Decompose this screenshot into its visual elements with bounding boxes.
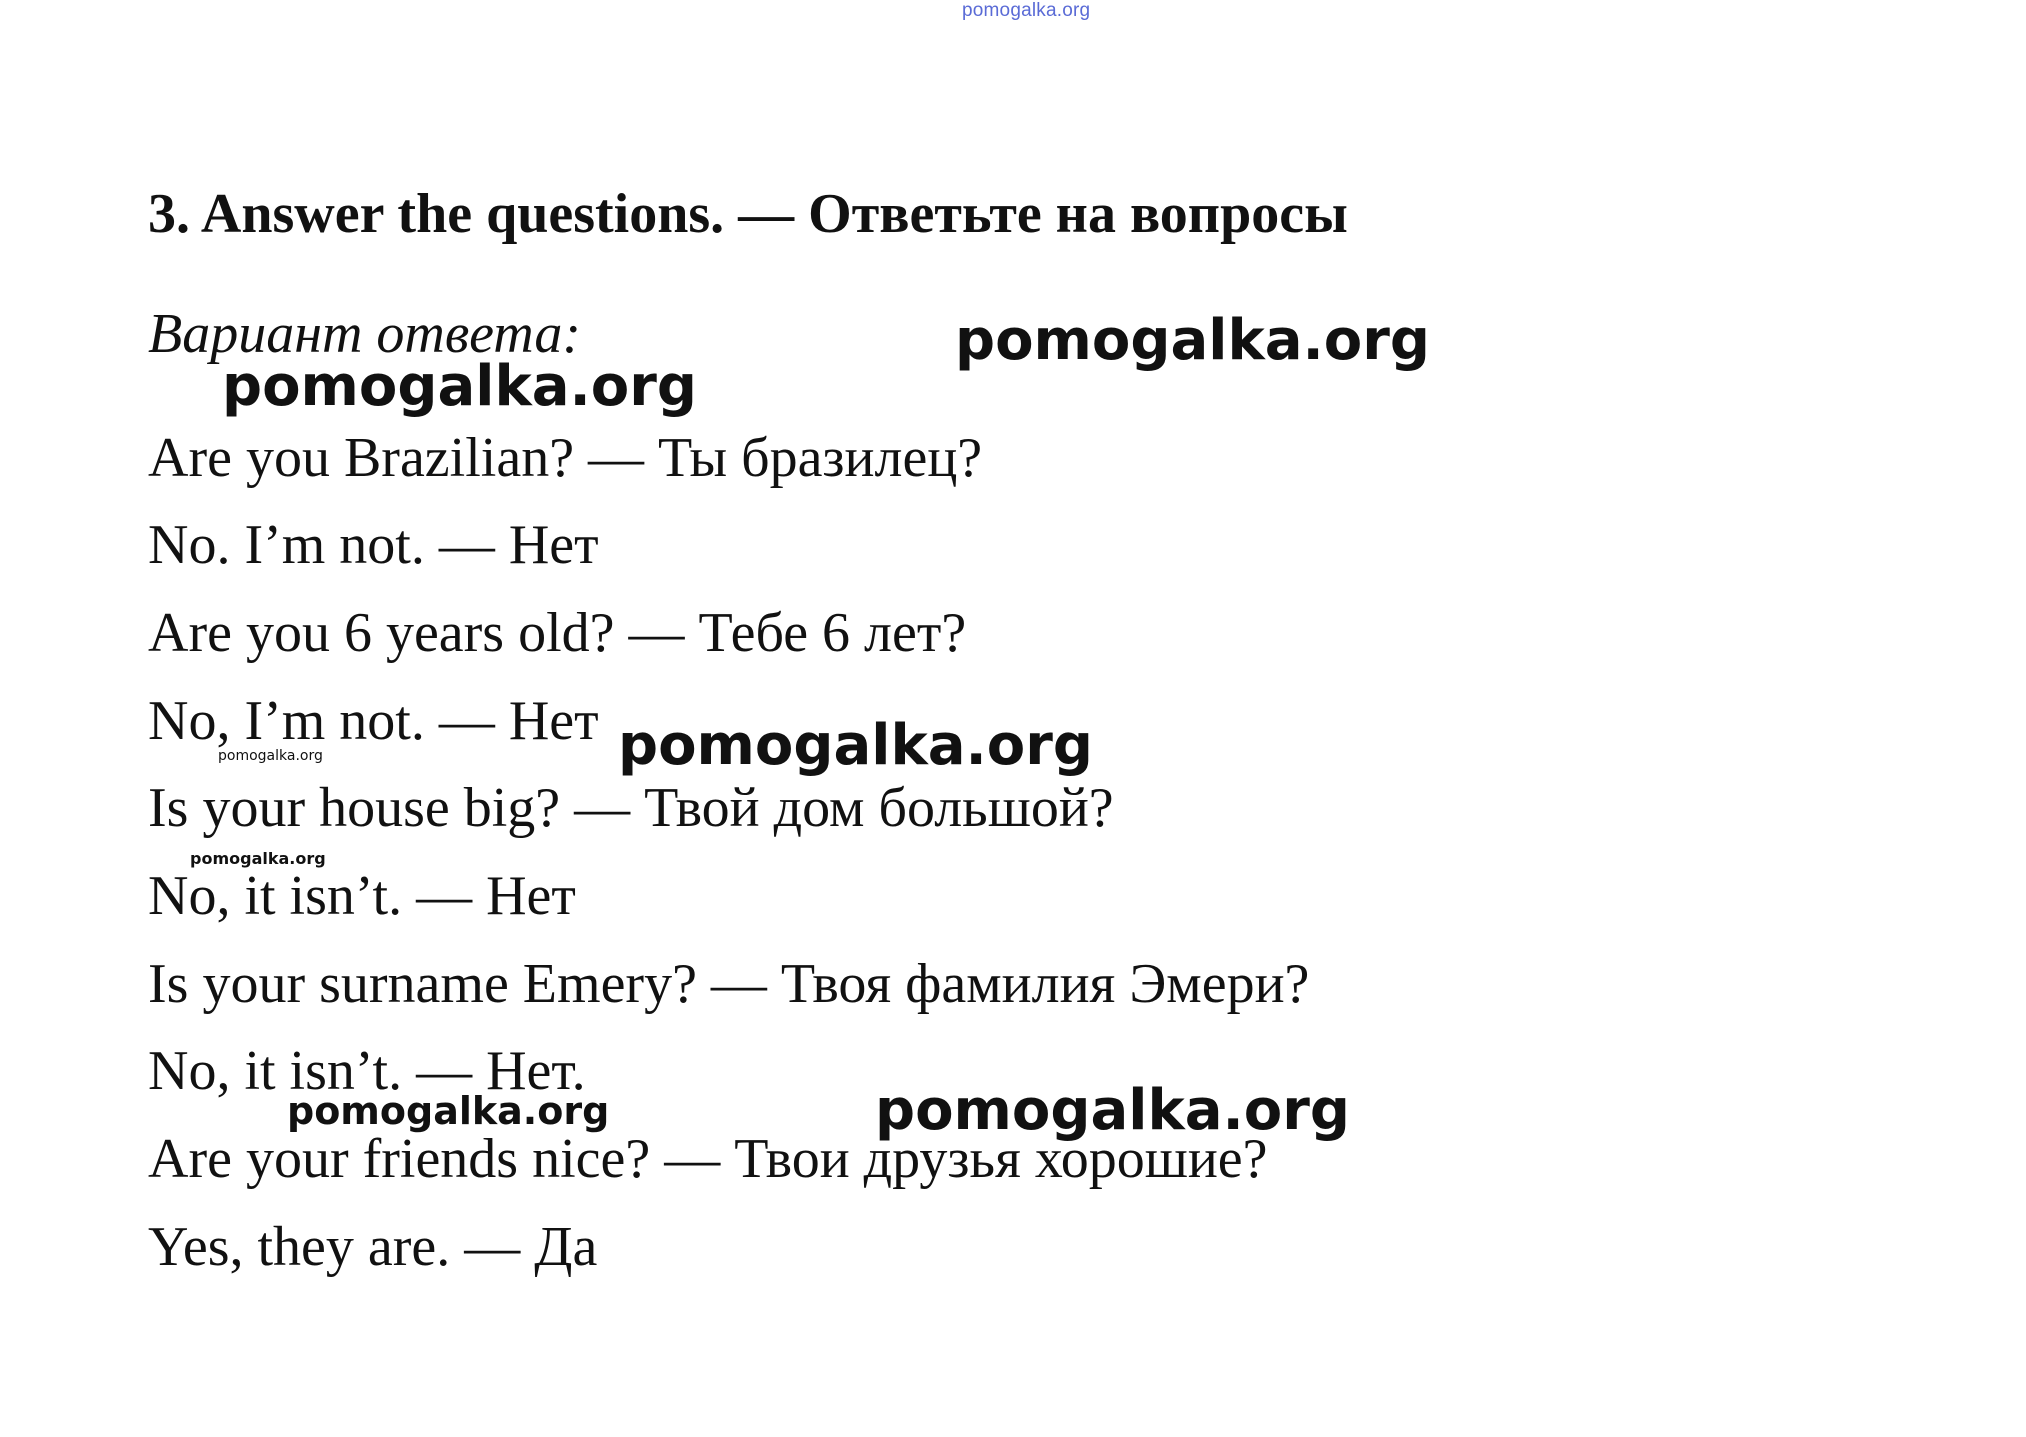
- qa-line-answer: No, it isn’t. — Нет: [148, 865, 576, 927]
- qa-line-question: Is your surname Emery? — Твоя фамилия Эмери?: [148, 953, 1310, 1015]
- watermark: pomogalka.org: [218, 748, 323, 764]
- watermark: pomogalka.org: [222, 354, 697, 419]
- qa-line-answer: No, it isn’t. — Нет.: [148, 1040, 586, 1102]
- variant-label: Вариант ответа:: [148, 303, 582, 365]
- qa-line-answer: No, I’m not. — Нет: [148, 690, 599, 752]
- exercise-heading: 3. Answer the questions. — Ответьте на вопросы: [148, 183, 1348, 245]
- qa-line-answer: No. I’m not. — Нет: [148, 514, 599, 576]
- watermark: pomogalka.org: [875, 1078, 1350, 1143]
- watermark: pomogalka.org: [618, 713, 1093, 778]
- watermark: pomogalka.org: [190, 849, 326, 868]
- watermark: pomogalka.org: [287, 1089, 610, 1133]
- qa-line-question: Is your house big? — Твой дом большой?: [148, 777, 1114, 839]
- qa-line-question: Are your friends nice? — Твои друзья хорошие?: [148, 1128, 1268, 1190]
- qa-line-answer: Yes, they are. — Да: [148, 1216, 598, 1278]
- header-watermark: pomogalka.org: [962, 0, 1091, 21]
- watermark: pomogalka.org: [955, 308, 1430, 373]
- qa-line-question: Are you Brazilian? — Ты бразилец?: [148, 427, 983, 489]
- qa-line-question: Are you 6 years old? — Тебе 6 лет?: [148, 602, 967, 664]
